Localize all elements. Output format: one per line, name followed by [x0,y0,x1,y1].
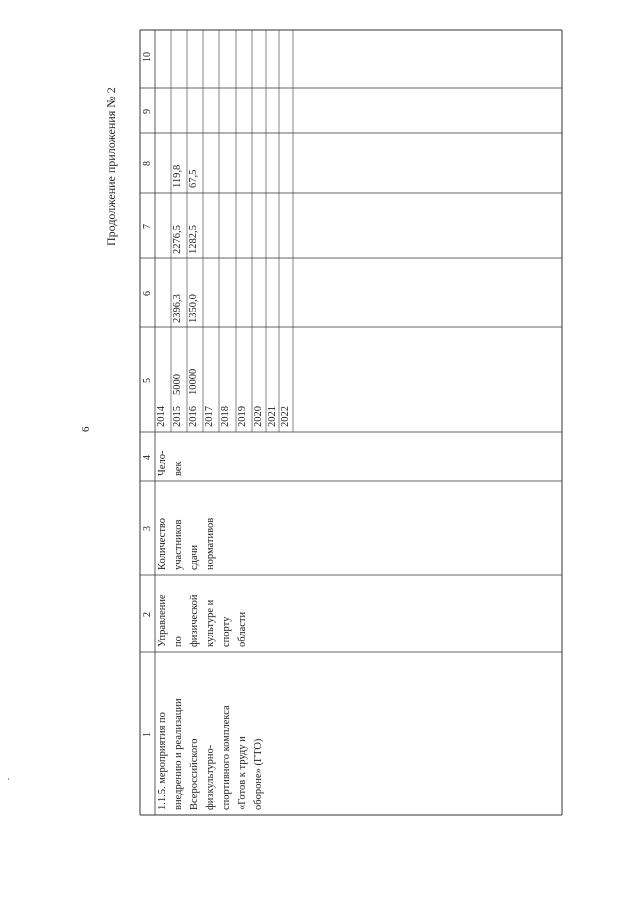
cell-unit-line: Чело- [157,450,168,476]
col5-value: 5000 [172,374,183,395]
col6-value: 2396,3 [172,294,183,323]
year-cell: 2022 [280,406,291,427]
col6-value: 1350,0 [188,294,199,323]
year-cell: 2016 [188,406,199,427]
column-number: 5 [142,377,153,383]
continuation-caption: Продолжение приложения № 2 [104,87,118,246]
column-number: 9 [142,108,153,114]
col7-value: 2276,5 [172,225,183,254]
cell-measure-line: 1.1.5. мероприятия по [157,712,168,810]
column-number: 6 [142,290,153,296]
year-cell: 2021 [267,406,278,427]
col8-value: 67,5 [188,169,199,188]
cell-indicator-line: участников [173,519,184,570]
col5-value: 10000 [188,368,199,395]
cell-executor-line: Управление [157,594,168,647]
column-number: 10 [142,52,153,62]
column-number: 7 [142,223,153,229]
year-cell: 2017 [204,406,215,427]
cell-measure-line: внедрению и реализации [173,698,184,810]
cell-executor-line: физической [189,594,200,647]
cell-indicator-line: нормативов [205,517,216,570]
cell-executor-line: культуре и [205,599,216,647]
column-number: 3 [142,526,153,531]
scan-speck [8,778,9,780]
column-number: 1 [142,731,153,737]
cell-measure-line: Всероссийского [189,738,200,810]
cell-executor-line: спорту [221,616,232,647]
column-number: 4 [142,454,153,460]
column-number: 2 [142,611,153,617]
year-cell: 2020 [253,406,264,427]
cell-indicator-line: сдачи [189,544,200,570]
col8-value: 119,8 [172,164,183,188]
cell-executor-line: по [173,636,184,647]
column-number: 8 [142,161,153,166]
year-cell: 2015 [172,406,183,427]
cell-unit-line: век [173,461,184,476]
year-cell: 2014 [156,406,167,427]
col7-value: 1282,5 [188,225,199,254]
cell-measure-line: спортивного комплекса [221,705,232,810]
cell-measure-line: физкультурно- [205,744,216,810]
cell-indicator-line: Количество [157,517,168,570]
year-cell: 2019 [237,406,248,427]
cell-measure-line: обороне» (ГТО) [253,738,264,810]
cell-executor-line: области [237,611,248,647]
year-cell: 2018 [220,406,231,427]
page-number: 6 [80,426,92,432]
cell-measure-line: «Готов к труду и [237,736,248,810]
